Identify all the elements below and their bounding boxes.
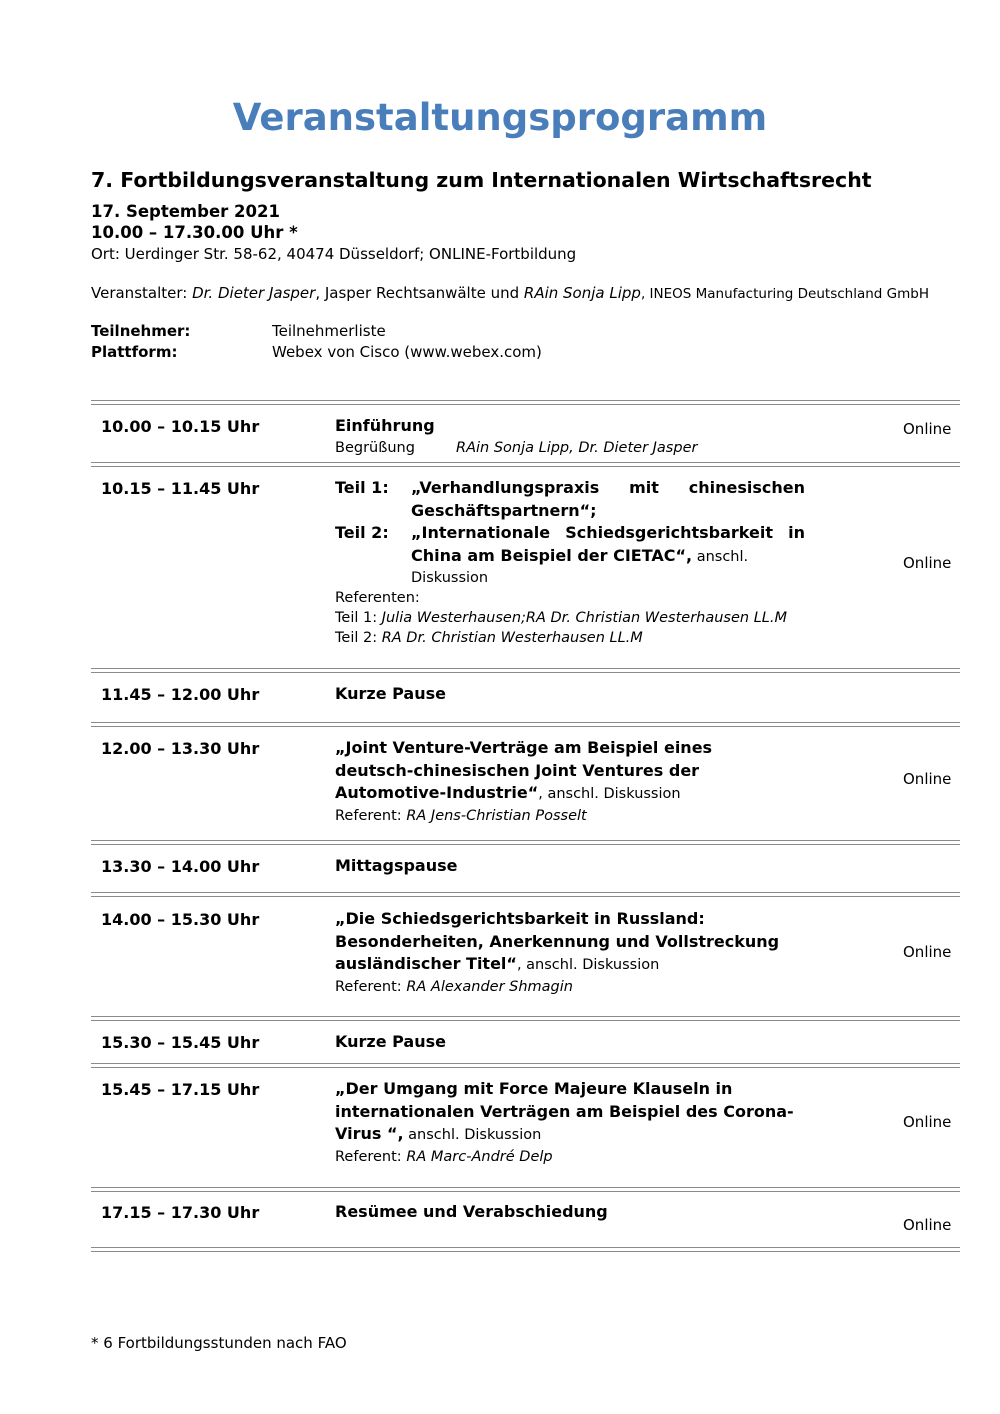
session-title: „Der Umgang mit Force Majeure Klauseln in internationalen Verträgen am Beispiel des Corona-Virus “, (335, 1079, 794, 1143)
session-speaker: RA Marc-André Delp (406, 1148, 553, 1165)
event-subtitle: 7. Fortbildungsveranstaltung zum Internationalen Wirtschaftsrecht (91, 168, 872, 192)
speakers-label: Referenten: (335, 590, 420, 606)
organizer-firm-2: , INEOS Manufacturing Deutschland GmbH (640, 286, 929, 302)
schedule-time: 10.15 – 11.45 Uhr (101, 479, 260, 498)
schedule-program (335, 477, 805, 648)
footnote: * 6 Fortbildungsstunden nach FAO (91, 1334, 347, 1352)
schedule-program (335, 415, 805, 458)
part-suffix: anschl. (692, 548, 749, 565)
schedule-time: 14.00 – 15.30 Uhr (101, 910, 260, 929)
table-divider (91, 1187, 960, 1192)
event-date: 17. September 2021 (91, 202, 280, 221)
platform-value: Webex von Cisco (www.webex.com) (272, 343, 542, 361)
session-mode: Online (903, 554, 952, 572)
session-suffix: , anschl. Diskussion (538, 786, 681, 802)
participants-value: Teilnehmerliste (272, 322, 386, 340)
session-title: „Joint Venture-Verträge am Beispiel eines deutsch-chinesischen Joint Ventures der Automotive-Industrie“ (335, 738, 713, 802)
session-sub-label: Begrüßung (335, 439, 415, 456)
platform-label: Plattform: (91, 343, 178, 361)
organizer-person-1: Dr. Dieter Jasper (192, 284, 316, 302)
table-divider (91, 1063, 960, 1068)
schedule-program (335, 1078, 810, 1167)
schedule-program (335, 1201, 805, 1224)
part-title: „Verhandlungspraxis mit chinesischen Geschäftspartnern“; (411, 478, 805, 520)
organizer-label: Veranstalter: (91, 284, 193, 302)
session-suffix: anschl. Diskussion (403, 1127, 542, 1143)
session-title: Einführung (335, 416, 435, 435)
schedule-time: 11.45 – 12.00 Uhr (101, 685, 260, 704)
session-title: Kurze Pause (335, 684, 446, 703)
session-mode: Online (903, 943, 952, 961)
table-divider (91, 840, 960, 845)
organizer-person-2: RAin Sonja Lipp (523, 284, 641, 302)
table-divider (91, 1016, 960, 1021)
participants-label: Teilnehmer: (91, 322, 191, 340)
session-title: Resümee und Verabschiedung (335, 1202, 608, 1221)
table-divider (91, 400, 960, 405)
schedule-program (335, 908, 805, 997)
session-speaker: RA Jens-Christian Posselt (406, 807, 587, 824)
session-speaker: RAin Sonja Lipp, Dr. Dieter Jasper (456, 439, 698, 456)
part-title: „Internationale Schiedsgerichtsbarkeit in China am Beispiel der CIETAC“, (411, 523, 805, 565)
table-divider (91, 462, 960, 467)
schedule-program (335, 1031, 805, 1054)
speaker-label: Referent: (335, 978, 407, 995)
schedule-time: 13.30 – 14.00 Uhr (101, 857, 260, 876)
schedule-time: 12.00 – 13.30 Uhr (101, 739, 260, 758)
session-mode: Online (903, 1216, 952, 1234)
organizer-line (91, 284, 929, 302)
session-suffix: , anschl. Diskussion (516, 957, 660, 973)
part-label: Teil 1: (335, 478, 389, 497)
discussion-note: Diskussion (411, 570, 489, 586)
schedule-program (335, 855, 805, 878)
session-title: Kurze Pause (335, 1032, 446, 1051)
session-mode: Online (903, 420, 952, 438)
session-mode: Online (903, 1113, 952, 1131)
speaker-part-label: Teil 1: (335, 610, 382, 626)
speaker-label: Referent: (335, 807, 407, 824)
event-time: 10.00 – 17.30.00 Uhr * (91, 223, 298, 242)
schedule-program (335, 737, 745, 826)
schedule-time: 10.00 – 10.15 Uhr (101, 417, 260, 436)
session-title: „Die Schiedsgerichtsbarkeit in Russland: Besonderheiten, Anerkennung und Vollstreckung ausländischer Titel“ (335, 909, 780, 973)
session-title: Mittagspause (335, 856, 458, 875)
schedule-time: 17.15 – 17.30 Uhr (101, 1203, 260, 1222)
session-mode: Online (903, 770, 952, 788)
speaker-part-label: Teil 2: (335, 630, 382, 646)
schedule-time: 15.45 – 17.15 Uhr (101, 1080, 260, 1099)
table-divider (91, 668, 960, 673)
session-speaker: RA Alexander Shmagin (406, 978, 573, 995)
schedule-program (335, 683, 805, 706)
schedule-time: 15.30 – 15.45 Uhr (101, 1033, 260, 1052)
table-divider (91, 722, 960, 727)
table-divider (91, 892, 960, 897)
session-speaker: RA Dr. Christian Westerhausen LL.M (381, 630, 643, 646)
table-divider (91, 1247, 960, 1252)
organizer-firm-1: , Jasper Rechtsanwälte und (315, 284, 524, 302)
page-title: Veranstaltungsprogramm (232, 96, 768, 139)
event-location: Ort: Uerdinger Str. 58-62, 40474 Düsseldorf; ONLINE-Fortbildung (91, 245, 577, 263)
session-speaker: Julia Westerhausen;RA Dr. Christian Westerhausen LL.M (381, 610, 787, 626)
part-label: Teil 2: (335, 523, 389, 542)
speaker-label: Referent: (335, 1148, 407, 1165)
